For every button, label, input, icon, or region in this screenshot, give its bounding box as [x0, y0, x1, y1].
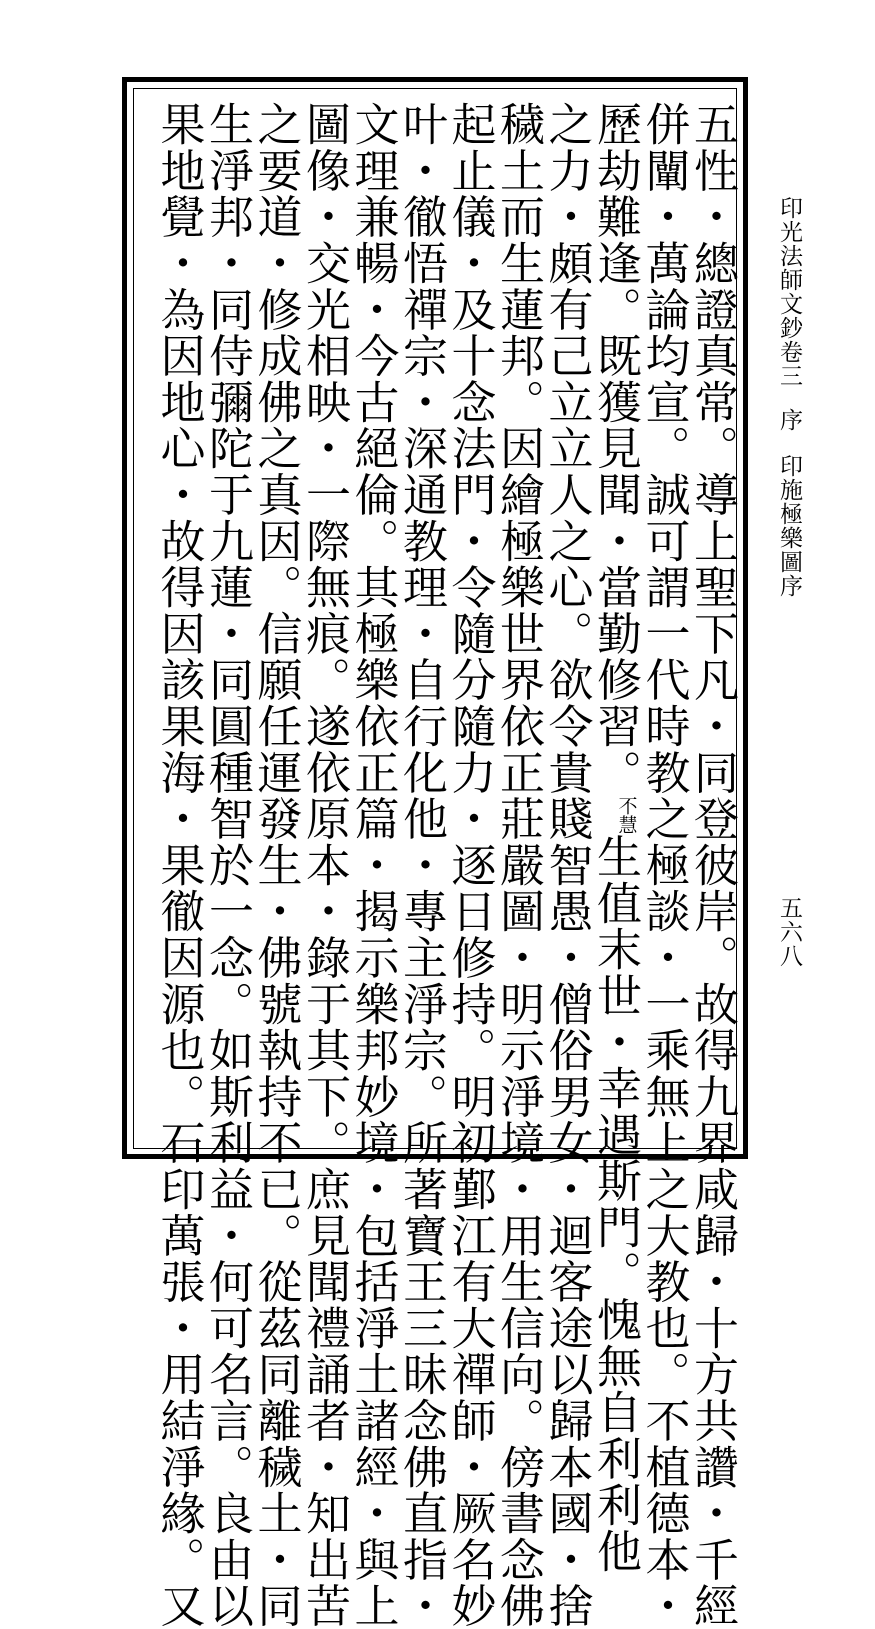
body-text [140, 101, 739, 1629]
text-column: 併闡・萬論均宣。誠可謂一代時教之極談・一乘無上之大教也。不植德本・ [637, 101, 691, 1629]
text-column: 文理兼暢・今古絕倫。其極樂依正篇・揭示樂邦妙境・包括淨土諸經・與上 [346, 101, 400, 1629]
interlinear-note: 不慧 [615, 795, 638, 834]
text-column: 穢土而生蓮邦。因繪極樂世界依正莊嚴圖・明示淨境・用生信向。傍書念佛 [492, 101, 545, 1629]
page-number: 五六八 [776, 896, 802, 968]
book-title: 印光法師文鈔卷三 [776, 196, 802, 388]
text-column: 叶・徹悟禪宗・深通教理・自行化他・專主淨宗。所著寶王三昧念佛直指・ [395, 101, 448, 1629]
text-column: 五性・總證真常。導上聖下凡・同登彼岸。故得九界咸歸・十方共讚・千經 [686, 101, 739, 1629]
text-column: 圖像・交光相映・一際無痕。遂依原本・錄于其下。庶見聞禮誦者・知出苦 [298, 101, 351, 1629]
text-column: 起止儀・及十念法門・令隨分隨力・逐日修持。明初鄞江有大禪師・厥名妙 [443, 101, 497, 1629]
section-label: 序 [776, 408, 802, 432]
text-column: 之力・頗有己立立人之心。欲令貴賤智愚・僧俗男女・迴客途以歸本國・捨 [540, 101, 594, 1629]
text-column: 歷劫難逢。既獲見聞・當勤修習。 [589, 101, 642, 796]
text-column: 生淨邦・同侍彌陀于九蓮・同圓種智於一念。如斯利益・何可名言。良由以 [201, 101, 254, 1629]
running-head [771, 196, 807, 796]
chapter-title: 印施極樂圖序 [776, 454, 802, 598]
text-column: 生值末世・幸遇斯門。愧無自利利他 [589, 833, 642, 1575]
text-column: 果地覺・為因地心・故得因該果海・果徹因源也。石印萬張・用結淨緣。又 [152, 101, 206, 1629]
text-column: 之要道・修成佛之真因。信願任運發生・佛號執持不已。從茲同離穢土・同 [249, 101, 303, 1629]
